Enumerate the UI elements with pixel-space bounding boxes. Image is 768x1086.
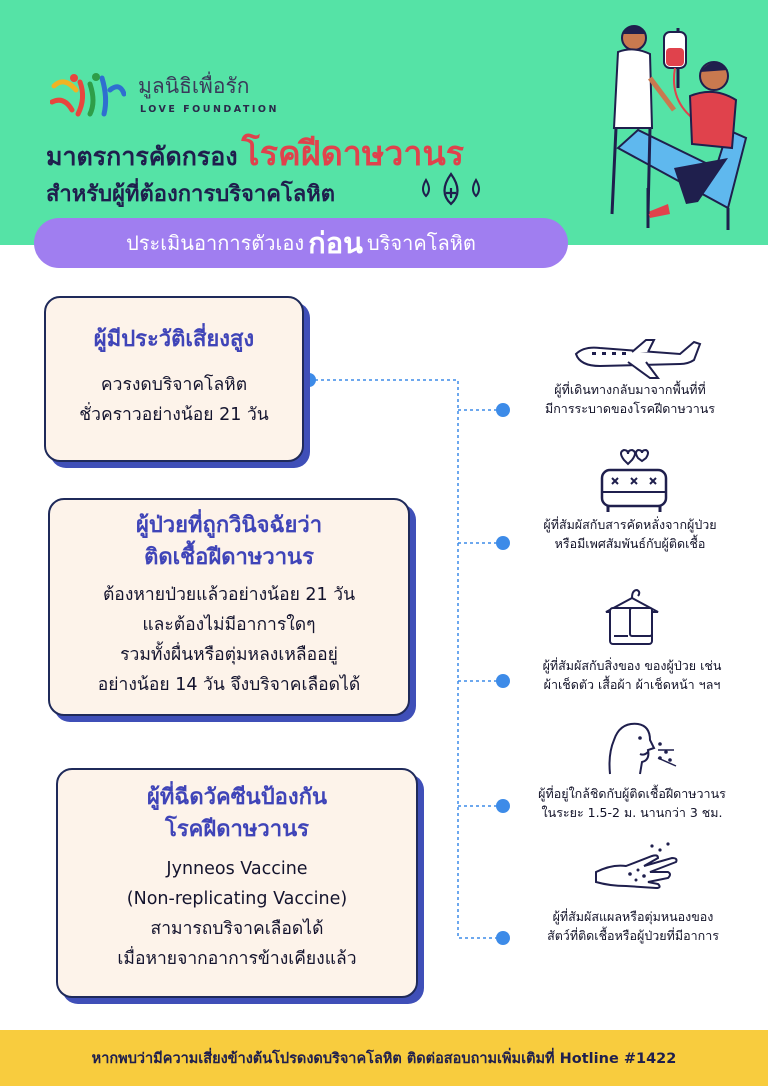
rash-hand-icon — [592, 840, 684, 892]
risk-text — [516, 656, 748, 694]
assessment-banner — [34, 218, 568, 268]
card-text: Jynneos Vaccine — [166, 859, 308, 879]
blood-drops-icon — [418, 170, 484, 210]
bed-hearts-icon — [598, 446, 670, 516]
card-title: ติดเชื้อฝีดาษวานร — [144, 545, 314, 570]
connector-dot — [302, 373, 316, 387]
card-text: ต้องหายป่วยแล้วอย่างน้อย 21 วัน — [102, 585, 356, 605]
risk-line: ในระยะ 1.5-2 ม. นานกว่า 3 ชม. — [541, 805, 723, 820]
risk-line: ผ้าเช็ดตัว เสื้อผ้า ผ้าเช็ดหน้า ฯลฯ — [543, 677, 721, 692]
connector-dot — [496, 536, 510, 550]
coughing-person-icon — [600, 714, 678, 778]
love-foundation-logo — [50, 72, 126, 118]
risk-text — [520, 515, 740, 553]
card-title: โรคฝีดาษวานร — [165, 817, 309, 842]
banner-emphasis: ก่อน — [308, 226, 363, 260]
blood-donation-illustration — [578, 18, 756, 234]
risk-line: ผู้ที่สัมผัสกับสิ่งของ ของผู้ป่วย เช่น — [542, 658, 722, 673]
card-diagnosed-patients — [48, 498, 410, 716]
title-prefix: มาตรการคัดกรอง — [46, 142, 238, 171]
banner-part2: บริจาคโลหิต — [366, 231, 476, 255]
title-highlight: โรคฝีดาษวานร — [241, 134, 464, 174]
connector-dot — [496, 931, 510, 945]
subtitle: สำหรับผู้ที่ต้องการบริจาคโลหิต — [46, 182, 336, 207]
risk-line: มีการระบาดของโรคฝีดาษวานร — [545, 401, 715, 416]
risk-line: ผู้ที่สัมผัสแผลหรือตุ่มหนองของ — [552, 909, 714, 924]
banner-part1: ประเมินอาการตัวเอง — [126, 231, 305, 255]
card-text: ควรงดบริจาคโลหิต — [100, 375, 248, 395]
card-text: เมื่อหายจากอาการข้างเคียงแล้ว — [117, 949, 357, 969]
card-title: ผู้ที่ฉีดวัคซีนป้องกัน — [147, 785, 327, 810]
risk-line: ผู้ที่สัมผัสกับสารคัดหลั่งจากผู้ป่วย — [543, 517, 717, 532]
risk-text — [514, 784, 750, 822]
card-text: สามารถบริจาคเลือดได้ — [150, 919, 324, 939]
risk-text — [520, 380, 740, 418]
connector-dot — [496, 674, 510, 688]
card-text: รวมทั้งผื่นหรือตุ่มหลงเหลืออยู่ — [120, 645, 338, 665]
main-title — [46, 126, 464, 180]
org-name-thai: มูลนิธิเพื่อรัก — [138, 74, 250, 98]
risk-text — [520, 907, 746, 945]
risk-line: หรือมีเพศสัมพันธ์กับผู้ติดเชื้อ — [554, 536, 706, 551]
connector-dot — [496, 403, 510, 417]
footer-text: หากพบว่ามีความเสี่ยงข้างต้นโปรดงดบริจาคโลหิต ติดต่อสอบถามเพิ่มเติมที่ Hotline #1422 — [91, 1050, 677, 1067]
risk-line: ผู้ที่อยู่ใกล้ชิดกับผู้ติดเชื้อฝีดาษวานร — [538, 786, 726, 801]
card-text: ชั่วคราวอย่างน้อย 21 วัน — [79, 405, 269, 425]
card-text: และต้องไม่มีอาการใดๆ — [142, 615, 316, 635]
card-vaccinated — [56, 768, 418, 998]
card-title: ผู้มีประวัติเสี่ยงสูง — [93, 327, 255, 352]
risk-line: สัตว์ที่ติดเชื้อหรือผู้ป่วยที่มีอาการ — [547, 928, 719, 943]
connector-dot — [496, 799, 510, 813]
card-title: ผู้ป่วยที่ถูกวินิจฉัยว่า — [135, 513, 323, 538]
risk-line: ผู้ที่เดินทางกลับมาจากพื้นที่ที่ — [554, 382, 706, 397]
org-name-english: LOVE FOUNDATION — [140, 104, 279, 115]
hotline-footer — [0, 1030, 768, 1086]
card-text: อย่างน้อย 14 วัน จึงบริจาคเลือดได้ — [97, 675, 361, 695]
towel-hanger-icon — [600, 584, 664, 650]
airplane-icon — [570, 332, 704, 382]
card-high-risk — [44, 296, 304, 462]
card-text: (Non-replicating Vaccine) — [126, 889, 348, 909]
